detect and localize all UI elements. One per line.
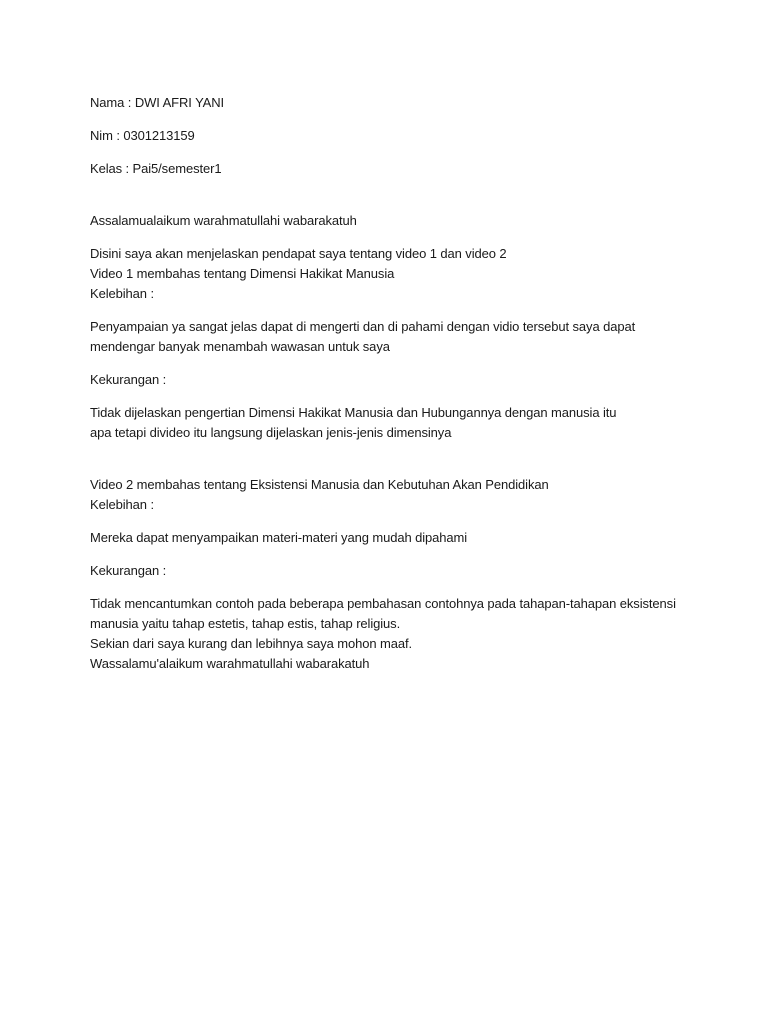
video2-weaknesses-line2: manusia yaitu tahap estetis, tahap estis, tahap religius.: [90, 616, 401, 631]
student-nim: Nim : 0301213159: [90, 128, 195, 143]
closing-text: Sekian dari saya kurang dan lebihnya saya mohon maaf.: [90, 636, 413, 651]
video1-strengths-line2: mendengar banyak menambah wawasan untuk saya: [90, 339, 390, 354]
intro-text: Disini saya akan menjelaskan pendapat saya tentang video 1 dan video 2: [90, 246, 507, 261]
video1-weaknesses-line1: Tidak dijelaskan pengertian Dimensi Hakikat Manusia dan Hubungannya dengan manusia itu: [90, 405, 617, 420]
video2-weaknesses-label: Kekurangan :: [90, 563, 167, 578]
video1-weaknesses-line2: apa tetapi divideo itu langsung dijelaskan jenis-jenis dimensinya: [90, 425, 452, 440]
video2-title: Video 2 membahas tentang Eksistensi Manusia dan Kebutuhan Akan Pendidikan: [90, 477, 549, 492]
video1-title: Video 1 membahas tentang Dimensi Hakikat Manusia: [90, 266, 395, 281]
video2-strengths-label: Kelebihan :: [90, 497, 154, 512]
video1-strengths-label: Kelebihan :: [90, 286, 154, 301]
opening-greeting: Assalamualaikum warahmatullahi wabarakatuh: [90, 213, 357, 228]
student-name: Nama : DWI AFRI YANI: [90, 95, 225, 110]
video2-weaknesses-line1: Tidak mencantumkan contoh pada beberapa pembahasan contohnya pada tahapan-tahapan eksistensi: [90, 596, 676, 611]
closing-greeting: Wassalamu'alaikum warahmatullahi wabarakatuh: [90, 656, 370, 671]
video1-weaknesses-label: Kekurangan :: [90, 372, 167, 387]
video1-strengths-line1: Penyampaian ya sangat jelas dapat di mengerti dan di pahami dengan vidio tersebut saya dapat: [90, 319, 636, 334]
student-class: Kelas : Pai5/semester1: [90, 161, 222, 176]
video2-strengths-line1: Mereka dapat menyampaikan materi-materi yang mudah dipahami: [90, 530, 468, 545]
